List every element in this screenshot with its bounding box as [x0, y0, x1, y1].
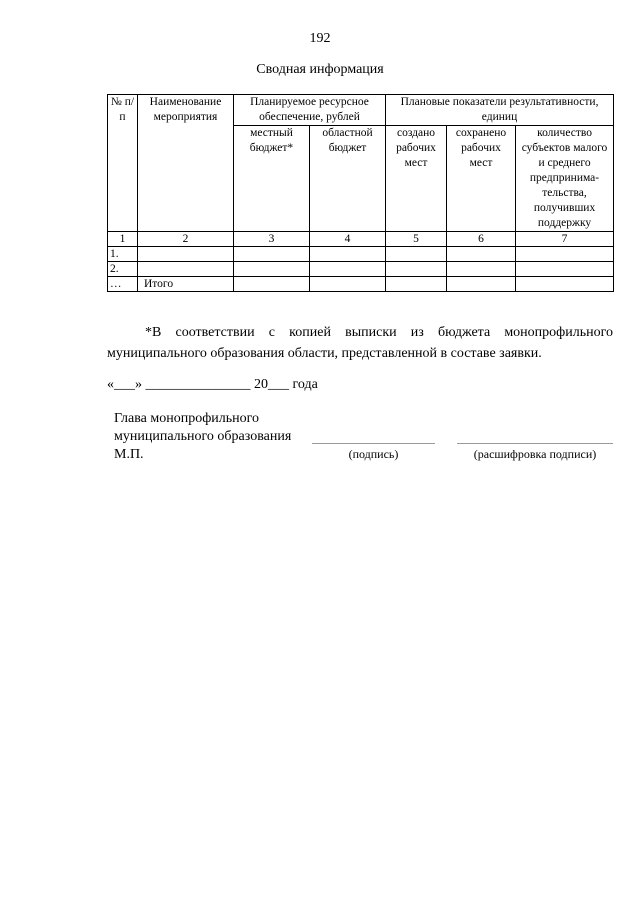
- table-cell: [516, 277, 614, 292]
- table-cell: [310, 247, 386, 262]
- column-number-row: [108, 232, 614, 247]
- document-title: Сводная информация: [256, 62, 384, 77]
- table-header-row-1: [108, 95, 614, 126]
- signature-caption: (подпись): [348, 447, 399, 461]
- signatory-title-line-2: муниципального образования: [114, 429, 292, 444]
- row-num: 1.: [108, 247, 138, 262]
- table-cell: [310, 277, 386, 292]
- header-event-name: Наименование мероприятия: [138, 95, 234, 232]
- column-number: 1: [108, 232, 138, 247]
- row-name: [138, 262, 234, 277]
- column-number: 5: [386, 232, 447, 247]
- table-cell: [386, 277, 447, 292]
- header-num: № п/п: [108, 95, 138, 232]
- table-cell: [234, 247, 310, 262]
- seal-label: М.П.: [114, 447, 144, 462]
- table-cell: [447, 247, 516, 262]
- table-row: [108, 247, 614, 262]
- header-regional-budget: областной бюджет: [310, 126, 386, 232]
- row-num: 2.: [108, 262, 138, 277]
- signature-decryption-line: [457, 443, 613, 444]
- column-number: 4: [310, 232, 386, 247]
- signature-block: [114, 410, 291, 464]
- footnote: *В соответствии с копией выписки из бюджета монопрофильного муниципального образования области, представленной в составе заявки.: [107, 325, 613, 361]
- table-row-total: [108, 277, 614, 292]
- page-number: 192: [309, 31, 331, 46]
- summary-table: [107, 94, 614, 292]
- table-cell: [447, 262, 516, 277]
- signatory-title-line-1: Глава монопрофильного: [114, 411, 260, 426]
- table-cell: [310, 262, 386, 277]
- header-planned-indicators: Плановые показатели результативности, единиц: [386, 95, 614, 126]
- header-local-budget: местный бюджет*: [234, 126, 310, 232]
- header-jobs-created: создано рабочих мест: [386, 126, 447, 232]
- column-number: 3: [234, 232, 310, 247]
- table-cell: [447, 277, 516, 292]
- row-name: Итого: [138, 277, 234, 292]
- row-num: …: [108, 277, 138, 292]
- column-number: 7: [516, 232, 614, 247]
- table-cell: [386, 262, 447, 277]
- table-cell: [234, 277, 310, 292]
- table-row: [108, 262, 614, 277]
- table-cell: [516, 247, 614, 262]
- header-sme-count: количество субъектов малого и среднего предпринима-тельства, получивших поддержку: [516, 126, 614, 232]
- table-cell: [386, 247, 447, 262]
- row-name: [138, 247, 234, 262]
- column-number: 6: [447, 232, 516, 247]
- column-number: 2: [138, 232, 234, 247]
- table-cell: [516, 262, 614, 277]
- header-planned-resources: Планируемое ресурсное обеспечение, рублей: [234, 95, 386, 126]
- date-line: «___» _______________ 20___ года: [107, 377, 318, 392]
- table-cell: [234, 262, 310, 277]
- header-jobs-saved: сохранено рабочих мест: [447, 126, 516, 232]
- signature-decryption-caption: (расшифровка подписи): [473, 447, 597, 461]
- signature-line: [312, 443, 435, 444]
